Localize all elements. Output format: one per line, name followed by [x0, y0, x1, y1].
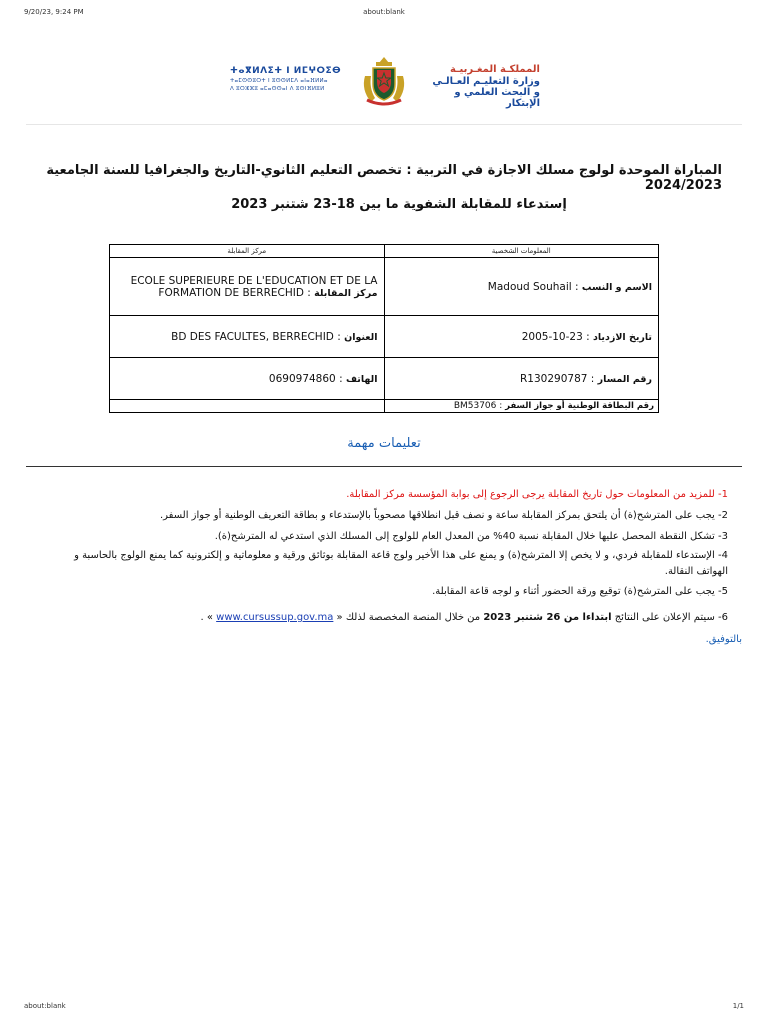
closing-text: بالتوفيق.: [705, 634, 742, 645]
amazigh-line-3: ⴷ ⵓⵔⵣⵣⵓ ⴰⵎⴰⵙⵙⴰⵏ ⴷ ⵓⵙⵏⴼⵍⵓⵍ: [230, 86, 325, 92]
table-row: [110, 258, 659, 316]
instruction-6-prefix: 6- سيتم الإعلان على النتائج: [611, 612, 728, 623]
address-cell: BD DES FACULTES, BERRECHID : العنوان: [110, 316, 385, 358]
name-value: Madoud Souhail: [487, 280, 572, 293]
section-title: تعليمات مهمة: [347, 436, 421, 451]
page-title: المباراة الموحدة لولوج مسلك الاجازة في التربية : تخصص التعليم الثانوي-التاريخ والجغرافيا للسنة الجامعية 2024/2023: [46, 163, 722, 193]
address-label: العنوان: [344, 331, 378, 343]
page-subtitle: إستدعاء للمقابلة الشفوية ما بين 18-23 شتنبر 2023: [231, 197, 567, 212]
instruction-2: 2- يجب على المترشح(ة) أن يلتحق بمركز المقابلة ساعة و نصف قبل انطلاقها مصحوباً بالإستدعاء و بطاقة التعريف الوطنية أو جواز السفر.: [159, 510, 728, 521]
instruction-6-middle: من خلال المنصة المخصصة لذلك «: [333, 612, 484, 623]
coat-of-arms-icon: [357, 54, 411, 108]
id-cell: BM53706 : رقم البطاقة الوطنية أو جواز السفر: [384, 400, 659, 413]
instruction-6-suffix: » .: [200, 612, 217, 623]
name-label: الاسم و النسب: [581, 281, 652, 293]
table-row: [110, 400, 659, 413]
print-datetime: 9/20/23, 9:24 PM: [24, 8, 84, 16]
amazigh-line-2: ⵜⴰⵎⵙⵙⵓⵔⵜ ⵏ ⵓⵙⵙⵍⵎⴷ ⴰⵏⴰⴼⵍⵍⴰ: [230, 78, 328, 84]
print-url: about:blank: [363, 8, 405, 16]
instruction-5: 5- يجب على المترشح(ة) توقيع ورقة الحضور أثناء و لوجه قاعة المقابلة.: [432, 586, 728, 597]
massar-label: رقم المسار: [597, 373, 652, 385]
print-header: [24, 8, 744, 20]
arabic-line-2: وزارة التعليـم العـالـي: [432, 76, 540, 87]
empty-cell: [110, 400, 385, 413]
print-footer: [24, 1002, 744, 1014]
id-value: BM53706: [453, 401, 497, 411]
results-link[interactable]: www.cursussup.gov.ma: [216, 612, 334, 623]
center-cell: ECOLE SUPERIEURE DE L'EDUCATION ET DE LA FORMATION DE BERRECHID : مركز المقابلة: [110, 258, 385, 316]
instruction-1: 1- للمزيد من المعلومات حول تاريخ المقابلة يرجى الرجوع إلى بوابة المؤسسة مركز المقابلة.: [346, 489, 728, 500]
id-label: رقم البطاقة الوطنية أو جواز السفر: [505, 401, 654, 411]
arabic-line-1: المملكـة المغـربيـة: [450, 64, 540, 75]
ministry-logo: [230, 52, 540, 108]
massar-cell: R130290787 : رقم المسار: [384, 358, 659, 400]
header-center: مركز المقابلة: [110, 245, 385, 258]
table-row: [110, 316, 659, 358]
phone-value: 0690974860: [268, 372, 336, 385]
birthdate-value: 2005-10-23: [521, 330, 583, 343]
phone-cell: 0690974860 : الهاتف: [110, 358, 385, 400]
birthdate-cell: 2005-10-23 : تاريخ الازدياد: [384, 316, 659, 358]
center-label: مركز المقابلة: [314, 287, 378, 299]
birthdate-label: تاريخ الازدياد: [592, 331, 652, 343]
massar-value: R130290787: [520, 372, 588, 385]
amazigh-line-1: ⵜⴰⴳⵍⴷⵉⵜ ⵏ ⵍⵎⵖⵔⵉⴱ: [230, 66, 342, 76]
table-header-row: [110, 245, 659, 258]
table-row: [110, 358, 659, 400]
header-personal: المعلومات الشخصية: [384, 245, 659, 258]
header-divider: [26, 124, 742, 125]
arabic-line-3: و البحث العلمي و الإبتكار: [454, 87, 540, 109]
footer-url: about:blank: [24, 1002, 66, 1010]
instruction-3: 3- تشكل النقطة المحصل عليها خلال المقابلة نسبة 40% من المعدل العام للولوج إلى المسلك الذي استدعي له المترشح(ة).: [214, 531, 728, 542]
instruction-4: 4- الإستدعاء للمقابلة فردي، و لا يخص إلا المترشح(ة) و يمنع على هذا الأخير ولوج قاعة المقابلة بوثائق ورقية و معلوماتية و إلكترونية كما يمنع الولوج بالحاسبة و الهواتف النقالة.: [74, 550, 728, 577]
page-number: 1/1: [732, 1002, 744, 1010]
address-value: BD DES FACULTES, BERRECHID: [171, 330, 334, 343]
amazigh-logo-text: [230, 66, 345, 92]
candidate-info-table: [109, 244, 659, 413]
phone-label: الهاتف: [345, 373, 378, 385]
arabic-logo-text: [420, 64, 540, 109]
center-value: ECOLE SUPERIEURE DE L'EDUCATION ET DE LA FORMATION DE BERRECHID: [130, 274, 378, 299]
instruction-6: [40, 610, 728, 626]
results-date: ابتداءا من 26 شتنبر 2023: [483, 612, 612, 623]
name-cell: Madoud Souhail : الاسم و النسب: [384, 258, 659, 316]
section-divider: [26, 466, 742, 467]
